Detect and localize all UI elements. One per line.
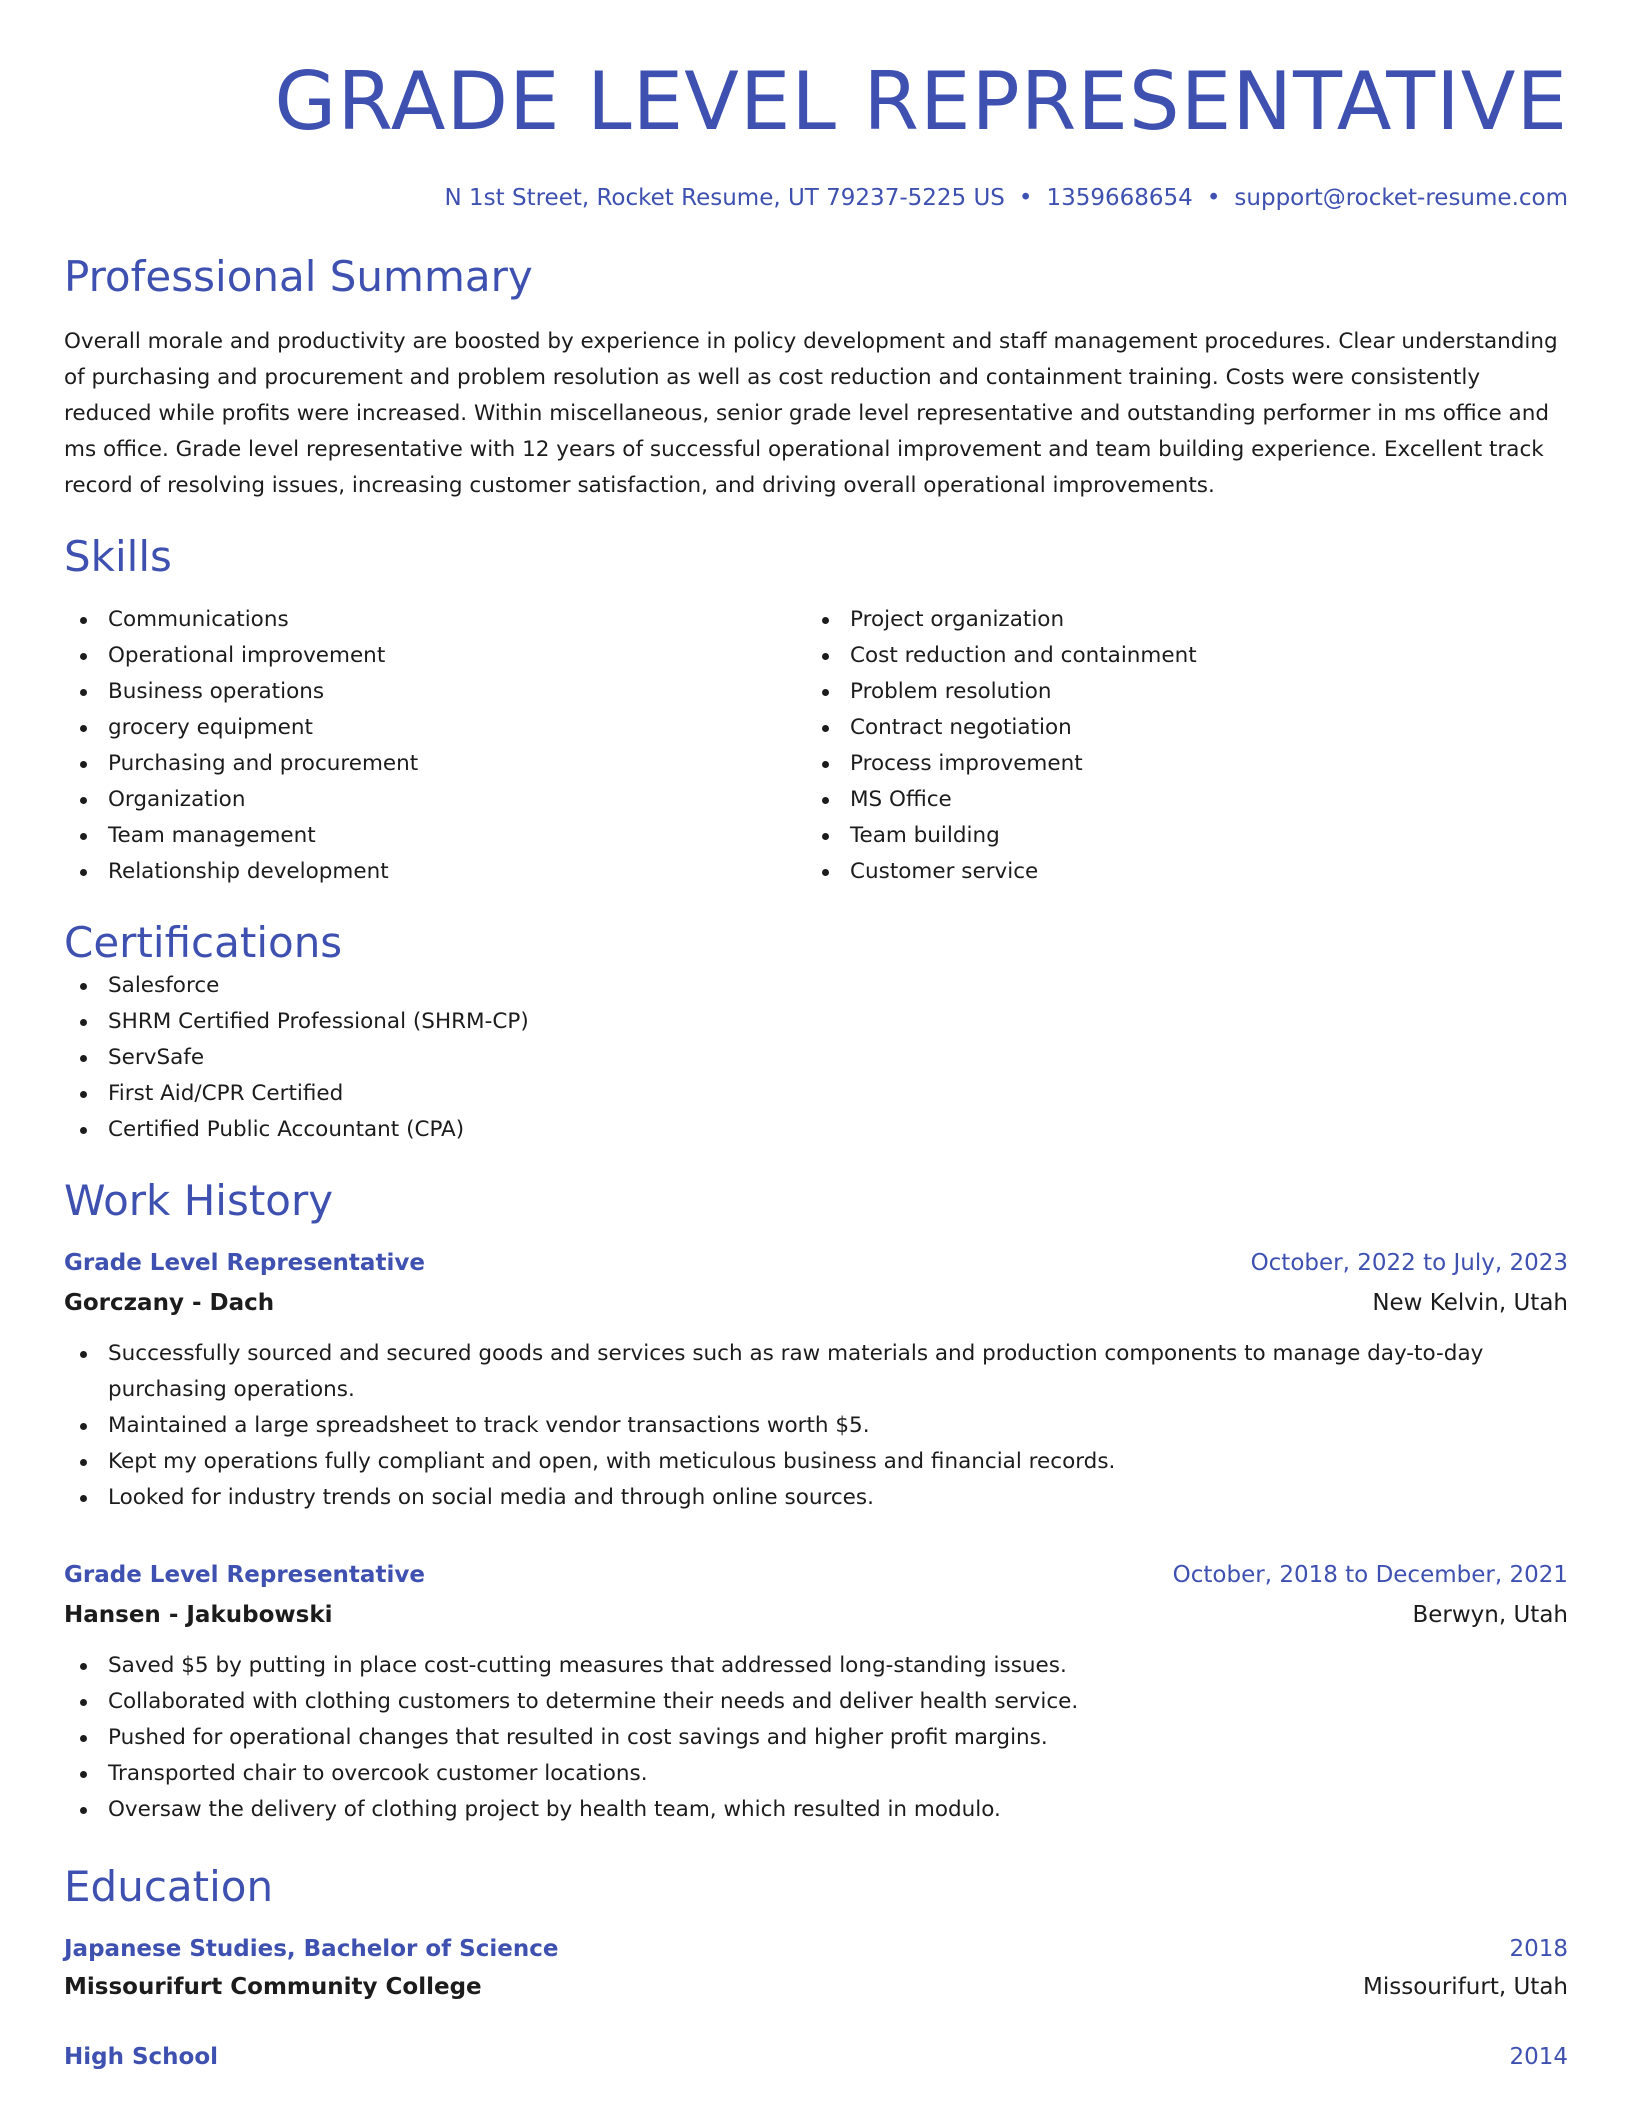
skill-item: Team management [64,818,806,854]
skill-item: Customer service [806,854,1548,890]
summary-text: Overall morale and productivity are boosted by experience in policy development and staff management procedures. Clear understanding of purchasing and procurement and problem resolution as well as cost reduction and containment training. Costs were consistently reduced while profits were increased. Within miscellaneous, senior grade level representative and outstanding performer in ms office and ms office. Grade level representative with 12 years of successful operational improvement and team building experience. Excellent track record of resolving issues, increasing customer satisfaction, and driving overall operational improvements. [64,329,1558,498]
education-entry [64,1934,1568,2002]
skill-item: Purchasing and procurement [64,746,806,782]
job-duties-list [64,1648,1568,1828]
certification-item: Certified Public Accountant (CPA) [64,1112,1568,1148]
job-duties-list [64,1336,1568,1516]
skills-columns [64,602,1568,890]
job-title: Grade Level Representative [64,1250,425,1276]
job-company-row [64,1600,1568,1630]
skill-item: Business operations [64,674,806,710]
education-school-row [64,1972,1568,2002]
skill-item: Operational improvement [64,638,806,674]
skills-heading: Skills [64,532,172,581]
summary-heading: Professional Summary [64,252,533,301]
candidate-name: GRADE LEVEL REPRESENTATIVE [274,55,1568,148]
skill-item: Problem resolution [806,674,1548,710]
contact-phone: 1359668654 [1046,185,1193,211]
education-school: Missourifurt Community College [64,1974,482,2000]
job-duty: Transported chair to overcook customer locations. [64,1756,1568,1792]
certification-item: ServSafe [64,1040,1568,1076]
education-location: Missourifurt, Utah [1363,1974,1568,2000]
work-history-heading: Work History [64,1176,334,1225]
skill-item: Team building [806,818,1548,854]
job-duty: Collaborated with clothing customers to determine their needs and deliver health service. [64,1684,1568,1720]
skill-item: Organization [64,782,806,818]
job-duty: Kept my operations fully compliant and open, with meticulous business and financial records. [64,1444,1568,1480]
education-degree: Japanese Studies, Bachelor of Science [64,1936,559,1962]
certifications-heading: Certifications [64,918,343,967]
job-company: Hansen - Jakubowski [64,1602,333,1628]
skills-right-list [806,602,1548,890]
job-dates: October, 2018 to December, 2021 [1172,1562,1568,1588]
skill-item: Communications [64,602,806,638]
skill-item: Process improvement [806,746,1548,782]
skill-item: grocery equipment [64,710,806,746]
job-header-row [64,1248,1568,1278]
job-entry [64,1248,1568,1516]
education-year: 2014 [1509,2044,1568,2070]
skill-item: MS Office [806,782,1548,818]
certification-item: First Aid/CPR Certified [64,1076,1568,1112]
education-year: 2018 [1509,1936,1568,1962]
job-location: New Kelvin, Utah [1372,1290,1568,1316]
separator-dot: • [1206,185,1221,211]
job-duty: Saved $5 by putting in place cost-cutting measures that addressed long-standing issues. [64,1648,1568,1684]
job-dates: October, 2022 to July, 2023 [1250,1250,1568,1276]
education-entry [64,2042,1568,2072]
certification-item: SHRM Certified Professional (SHRM-CP) [64,1004,1568,1040]
job-title: Grade Level Representative [64,1562,425,1588]
job-duty: Looked for industry trends on social media and through online sources. [64,1480,1568,1516]
contact-email[interactable]: support@rocket-resume.com [1234,185,1568,211]
skill-item: Cost reduction and containment [806,638,1548,674]
job-company: Gorczany - Dach [64,1290,275,1316]
skill-item: Contract negotiation [806,710,1548,746]
job-entry [64,1560,1568,1828]
job-duty: Pushed for operational changes that resulted in cost savings and higher profit margins. [64,1720,1568,1756]
skills-left-list [64,602,806,890]
contact-line [64,184,1568,212]
education-degree: High School [64,2044,219,2070]
job-company-row [64,1288,1568,1318]
job-duty: Maintained a large spreadsheet to track vendor transactions worth $5. [64,1408,1568,1444]
job-duty: Successfully sourced and secured goods and services such as raw materials and production components to manage day-to-day purchasing operations. [64,1336,1568,1408]
separator-dot: • [1018,185,1033,211]
education-heading: Education [64,1862,274,1911]
education-degree-row [64,1934,1568,1964]
certification-item: Salesforce [64,968,1568,1004]
contact-address: N 1st Street, Rocket Resume, UT 79237-5225 US [444,185,1005,211]
skill-item: Project organization [806,602,1548,638]
job-location: Berwyn, Utah [1412,1602,1568,1628]
job-duty: Oversaw the delivery of clothing project by health team, which resulted in modulo. [64,1792,1568,1828]
job-header-row [64,1560,1568,1590]
certifications-list [64,968,1568,1148]
education-degree-row [64,2042,1568,2072]
skill-item: Relationship development [64,854,806,890]
